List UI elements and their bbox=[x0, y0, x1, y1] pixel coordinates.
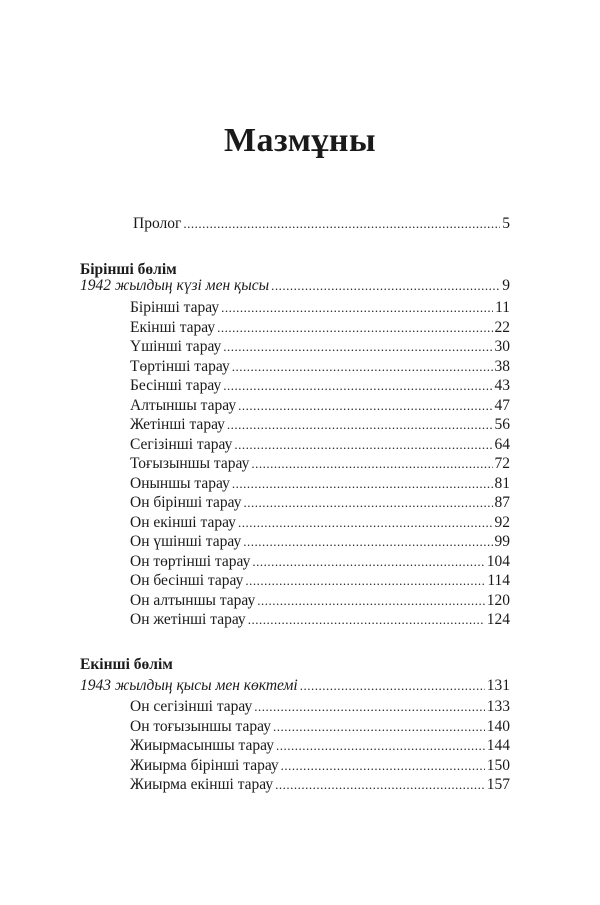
dot-leader bbox=[232, 474, 493, 493]
toc-entry-part-subtitle[interactable] bbox=[80, 276, 510, 295]
toc-entry-label: Он тоғызыншы тарау bbox=[130, 717, 271, 735]
dot-leader bbox=[245, 571, 485, 590]
toc-entry-page: 92 bbox=[494, 513, 510, 531]
toc-entry-chapter[interactable] bbox=[130, 337, 510, 356]
toc-entry-page: 38 bbox=[494, 357, 510, 375]
toc-entry-page: 150 bbox=[486, 756, 510, 774]
dot-leader bbox=[254, 697, 484, 716]
toc-entry-page: 5 bbox=[502, 215, 510, 232]
toc-entry-label: Пролог bbox=[133, 215, 182, 232]
dot-leader bbox=[243, 532, 492, 551]
toc-entry-page: 104 bbox=[486, 552, 510, 570]
dot-leader bbox=[275, 775, 485, 794]
toc-entry-chapter[interactable] bbox=[130, 435, 510, 454]
page-title: Мазмұны bbox=[223, 122, 377, 159]
dot-leader bbox=[276, 736, 485, 755]
dot-leader bbox=[243, 493, 492, 512]
toc-entry-label: Жетінші тарау bbox=[130, 416, 225, 433]
toc-entry-page: 144 bbox=[486, 737, 510, 754]
toc-entry-page: 9 bbox=[502, 277, 510, 294]
toc-entry-page: 11 bbox=[495, 299, 510, 316]
dot-leader bbox=[281, 756, 485, 775]
toc-entry-chapter[interactable] bbox=[130, 591, 510, 610]
dot-leader bbox=[257, 591, 484, 610]
toc-entry-label: Он жетінші тарау bbox=[130, 611, 246, 628]
toc-entry-chapter[interactable] bbox=[130, 532, 510, 551]
toc-entry-page: 47 bbox=[494, 396, 510, 414]
toc-entry-prologue[interactable] bbox=[133, 214, 510, 233]
toc-entry-page: 30 bbox=[494, 338, 510, 355]
toc-entry-chapter[interactable] bbox=[130, 318, 510, 337]
toc-entry-label: Он үшінші тарау bbox=[130, 533, 242, 550]
toc-entry-page: 131 bbox=[486, 677, 510, 694]
dot-leader bbox=[183, 214, 500, 233]
toc-entry-label: Төртінші тарау bbox=[130, 357, 230, 375]
part-heading: Екінші бөлім bbox=[80, 656, 173, 673]
toc-entry-label: Сегізінші тарау bbox=[130, 435, 233, 453]
toc-entry-page: 120 bbox=[486, 591, 510, 609]
toc-entry-chapter[interactable] bbox=[130, 552, 510, 571]
dot-leader bbox=[217, 318, 492, 337]
toc-entry-label: Он төртінші тарау bbox=[130, 552, 251, 570]
toc-entry-page: 43 bbox=[494, 377, 510, 394]
toc-entry-page: 81 bbox=[494, 474, 510, 492]
toc-entry-label: Жиырмасыншы тарау bbox=[130, 737, 274, 754]
toc-entry-label: Тоғызыншы тарау bbox=[130, 455, 250, 472]
dot-leader bbox=[251, 454, 492, 473]
toc-entry-label: Үшінші тарау bbox=[130, 338, 222, 355]
toc-entry-chapter[interactable] bbox=[130, 357, 510, 376]
toc-entry-chapter[interactable] bbox=[130, 454, 510, 473]
toc-entry-label: Екінші тарау bbox=[130, 318, 216, 336]
toc-entry-chapter[interactable] bbox=[130, 736, 510, 755]
toc-entry-chapter[interactable] bbox=[130, 298, 510, 317]
toc-entry-chapter[interactable] bbox=[130, 493, 510, 512]
toc-entry-chapter[interactable] bbox=[130, 717, 510, 736]
dot-leader bbox=[232, 357, 493, 376]
toc-entry-label: Алтыншы тарау bbox=[130, 396, 237, 414]
toc-entry-page: 22 bbox=[494, 318, 510, 336]
toc-entry-chapter[interactable] bbox=[130, 756, 510, 775]
toc-entry-page: 124 bbox=[486, 611, 510, 628]
dot-leader bbox=[223, 376, 492, 395]
dot-leader bbox=[273, 717, 485, 736]
toc-entry-label: Он бірінші тарау bbox=[130, 494, 242, 511]
dot-leader bbox=[271, 276, 500, 295]
toc-entry-label: Он екінші тарау bbox=[130, 513, 236, 531]
toc-entry-page: 64 bbox=[494, 435, 510, 453]
toc-entry-chapter[interactable] bbox=[130, 474, 510, 493]
toc-entry-page: 140 bbox=[486, 717, 510, 735]
toc-entry-part-subtitle[interactable] bbox=[80, 676, 510, 695]
toc-entry-page: 56 bbox=[494, 416, 510, 433]
toc-entry-chapter[interactable] bbox=[130, 415, 510, 434]
toc-entry-label: Оныншы тарау bbox=[130, 474, 230, 492]
toc-entry-page: 99 bbox=[494, 533, 510, 550]
toc-entry-chapter[interactable] bbox=[130, 513, 510, 532]
toc-entry-label: Он сегізінші тарау bbox=[130, 698, 253, 715]
toc-entry-label: Жиырма екінші тарау bbox=[130, 776, 274, 793]
dot-leader bbox=[238, 396, 492, 415]
toc-entry-page: 72 bbox=[494, 455, 510, 472]
part-heading: Бірінші бөлім bbox=[80, 261, 177, 278]
dot-leader bbox=[223, 337, 492, 356]
toc-entry-chapter[interactable] bbox=[130, 396, 510, 415]
dot-leader bbox=[238, 513, 493, 532]
toc-entry-chapter[interactable] bbox=[130, 775, 510, 794]
toc-entry-label: 1943 жылдың қысы мен көктемі bbox=[80, 677, 298, 694]
toc-entry-page: 133 bbox=[486, 698, 510, 715]
toc-entry-page: 114 bbox=[487, 572, 510, 589]
toc-entry-label: 1942 жылдың күзі мен қысы bbox=[80, 277, 270, 294]
toc-entry-label: Бесінші тарау bbox=[130, 377, 222, 394]
dot-leader bbox=[221, 298, 493, 317]
toc-entry-page: 157 bbox=[486, 776, 510, 793]
toc-entry-chapter[interactable] bbox=[130, 697, 510, 716]
toc-entry-page: 87 bbox=[494, 494, 510, 511]
toc-entry-label: Бірінші тарау bbox=[130, 299, 220, 316]
dot-leader bbox=[248, 610, 485, 629]
dot-leader bbox=[300, 676, 485, 695]
toc-entry-chapter[interactable] bbox=[130, 610, 510, 629]
toc-entry-label: Он алтыншы тарау bbox=[130, 591, 256, 609]
toc-entry-chapter[interactable] bbox=[130, 571, 510, 590]
toc-entry-label: Жиырма бірінші тарау bbox=[130, 756, 279, 774]
toc-entry-chapter[interactable] bbox=[130, 376, 510, 395]
dot-leader bbox=[252, 552, 484, 571]
toc-entry-label: Он бесінші тарау bbox=[130, 572, 244, 589]
dot-leader bbox=[227, 415, 493, 434]
dot-leader bbox=[234, 435, 492, 454]
